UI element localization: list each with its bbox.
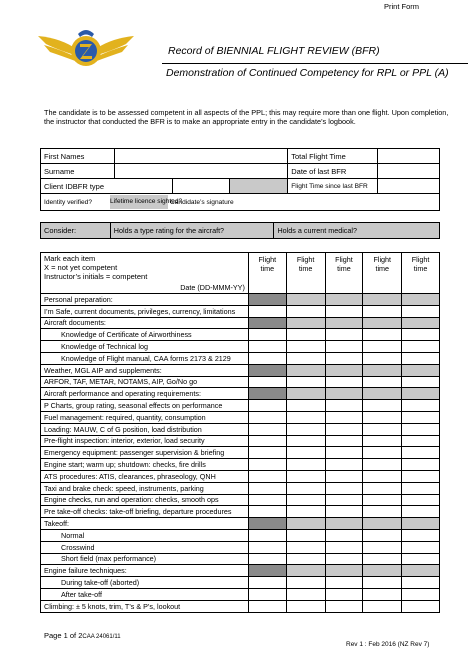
initials-cell[interactable]: [402, 553, 440, 565]
initials-cell: [286, 294, 325, 306]
initials-cell: [363, 565, 402, 577]
initials-cell: [363, 388, 402, 400]
initials-cell[interactable]: [402, 459, 440, 471]
print-form-button[interactable]: Print Form: [384, 2, 420, 11]
item-label: ARFOR, TAF, METAR, NOTAMS, AIP, Go/No go: [41, 376, 249, 388]
initials-cell[interactable]: [325, 459, 363, 471]
table-row: [41, 577, 440, 589]
table-row: [41, 423, 440, 435]
item-label: Short field (max performance): [41, 553, 249, 565]
flight-time-column-header: Flight time: [325, 253, 363, 294]
initials-cell[interactable]: [325, 529, 363, 541]
legend-line-3: Instructor’s initials = competent: [44, 272, 148, 281]
initials-cell: [325, 388, 363, 400]
form-subtitle: Demonstration of Continued Competency for RPL or PPL (A): [166, 67, 449, 79]
initials-cell[interactable]: [402, 600, 440, 612]
medical-question[interactable]: Holds a current medical?: [274, 223, 440, 239]
bfr-type-field[interactable]: [230, 179, 288, 194]
initials-cell: [325, 518, 363, 530]
consider-table: [40, 222, 440, 239]
initials-cell: [402, 364, 440, 376]
table-row: [41, 541, 440, 553]
table-row: [41, 553, 440, 565]
first-names-field[interactable]: [114, 149, 287, 164]
initials-cell[interactable]: [286, 329, 325, 341]
initials-cell[interactable]: [286, 411, 325, 423]
first-names-label: First Names: [41, 149, 115, 164]
table-row: [41, 506, 440, 518]
initials-cell[interactable]: [286, 352, 325, 364]
item-label: Taxi and brake check: speed, instruments, parking: [41, 482, 249, 494]
initials-cell[interactable]: [248, 376, 286, 388]
initials-cell[interactable]: [248, 352, 286, 364]
initials-cell: [363, 294, 402, 306]
initials-cell[interactable]: [363, 435, 402, 447]
initials-cell[interactable]: [325, 423, 363, 435]
intro-text: The candidate is to be assessed competent in all aspects of the PPL; this may require more than one flight. Upon completion, the instructor that conducted the BFR is to make an appropriate entry in the candidate’s logbook.: [44, 108, 449, 126]
table-row: [41, 459, 440, 471]
item-label: Loading: MAUW, C of G position, load distribution: [41, 423, 249, 435]
initials-cell[interactable]: [325, 447, 363, 459]
table-row: [41, 376, 440, 388]
flight-time-column-header: Flight time: [248, 253, 286, 294]
table-row: [41, 317, 440, 329]
initials-cell[interactable]: [363, 376, 402, 388]
client-id-field[interactable]: [172, 179, 230, 194]
initials-cell[interactable]: [402, 470, 440, 482]
initials-cell[interactable]: [248, 411, 286, 423]
initials-cell[interactable]: [286, 506, 325, 518]
flight-time-column-header: Flight time: [402, 253, 440, 294]
initials-cell[interactable]: [402, 341, 440, 353]
item-label: Crosswind: [41, 541, 249, 553]
table-row: [41, 294, 440, 306]
initials-cell[interactable]: [286, 459, 325, 471]
table-row: [41, 529, 440, 541]
surname-label: Surname: [41, 164, 115, 179]
initials-cell[interactable]: [248, 506, 286, 518]
initials-cell[interactable]: [402, 506, 440, 518]
consider-label: Consider:: [41, 223, 111, 239]
legend-line-1: Mark each item: [44, 254, 96, 263]
item-label: Knowledge of Certificate of Airworthiness: [41, 329, 249, 341]
initials-cell[interactable]: [363, 588, 402, 600]
initials-cell[interactable]: [325, 305, 363, 317]
initials-cell[interactable]: [286, 447, 325, 459]
initials-cell[interactable]: [248, 577, 286, 589]
form-code: CAA 24061/11: [82, 634, 121, 640]
initials-cell: [286, 317, 325, 329]
initials-cell[interactable]: [402, 329, 440, 341]
identity-verified-label: Identity verified?: [44, 198, 93, 206]
initials-cell[interactable]: [363, 553, 402, 565]
table-row: [41, 364, 440, 376]
initials-cell[interactable]: [402, 435, 440, 447]
item-label: Normal: [41, 529, 249, 541]
table-row: [41, 588, 440, 600]
item-label: ATS procedures: ATIS, clearances, phraseology, QNH: [41, 470, 249, 482]
initials-cell[interactable]: [325, 506, 363, 518]
initials-cell: [402, 294, 440, 306]
initials-cell: [286, 518, 325, 530]
initials-cell: [402, 317, 440, 329]
initials-cell[interactable]: [286, 376, 325, 388]
initials-cell[interactable]: [286, 529, 325, 541]
initials-cell: [363, 317, 402, 329]
initials-cell[interactable]: [363, 305, 402, 317]
flight-time-column-header: Flight time: [286, 253, 325, 294]
initials-cell[interactable]: [248, 341, 286, 353]
initials-cell: [363, 364, 402, 376]
initials-cell[interactable]: [286, 577, 325, 589]
candidate-signature-label: Candidate’s signature: [170, 198, 234, 206]
table-row: [41, 411, 440, 423]
item-label: Knowledge of Flight manual, CAA forms 2173 & 2129: [41, 352, 249, 364]
initials-cell[interactable]: [286, 423, 325, 435]
item-label: Aircraft performance and operating requirements:: [41, 388, 249, 400]
initials-cell[interactable]: [325, 577, 363, 589]
item-label: I’m Safe, current documents, privileges, currency, limitations: [41, 305, 249, 317]
initials-cell[interactable]: [402, 482, 440, 494]
initials-cell[interactable]: [325, 376, 363, 388]
page-number: Page 1 of 2CAA 24061/11: [44, 631, 121, 640]
initials-cell[interactable]: [325, 400, 363, 412]
item-label: After take-off: [41, 588, 249, 600]
initials-cell[interactable]: [286, 541, 325, 553]
initials-cell[interactable]: [325, 600, 363, 612]
initials-cell[interactable]: [363, 541, 402, 553]
item-label: Fuel management: required, quantity, consumption: [41, 411, 249, 423]
initials-cell[interactable]: [363, 352, 402, 364]
initials-cell[interactable]: [286, 482, 325, 494]
initials-cell: [248, 317, 286, 329]
initials-cell[interactable]: [402, 588, 440, 600]
initials-cell[interactable]: [325, 553, 363, 565]
initials-cell[interactable]: [248, 470, 286, 482]
item-label: Knowledge of Technical log: [41, 341, 249, 353]
initials-cell[interactable]: [248, 553, 286, 565]
initials-cell[interactable]: [286, 553, 325, 565]
initials-cell[interactable]: [363, 341, 402, 353]
initials-cell[interactable]: [402, 305, 440, 317]
table-row: [41, 352, 440, 364]
initials-cell[interactable]: [286, 400, 325, 412]
initials-cell[interactable]: [363, 529, 402, 541]
initials-cell[interactable]: [363, 482, 402, 494]
initials-cell: [363, 518, 402, 530]
initials-cell: [402, 565, 440, 577]
initials-cell[interactable]: [363, 447, 402, 459]
table-row: [41, 482, 440, 494]
initials-cell: [286, 364, 325, 376]
initials-cell[interactable]: [325, 470, 363, 482]
initials-cell[interactable]: [325, 494, 363, 506]
item-label: Engine start; warm up; shutdown: checks, fire drills: [41, 459, 249, 471]
table-row: [41, 435, 440, 447]
initials-cell[interactable]: [248, 600, 286, 612]
initials-cell[interactable]: [248, 494, 286, 506]
initials-cell[interactable]: [402, 423, 440, 435]
flight-time-since-label: Flight Time since last BFR: [288, 179, 378, 194]
item-label: Aircraft documents:: [41, 317, 249, 329]
date-format-label: Date (DD-MMM-YY): [41, 283, 249, 294]
total-flight-time-field[interactable]: [378, 149, 440, 164]
initials-cell: [248, 388, 286, 400]
initials-cell[interactable]: [248, 529, 286, 541]
initials-cell: [286, 565, 325, 577]
lifetime-licence-label: Lifetime licence sighted?: [110, 195, 168, 209]
initials-cell: [248, 294, 286, 306]
initials-cell[interactable]: [363, 494, 402, 506]
initials-cell[interactable]: [402, 376, 440, 388]
initials-cell[interactable]: [402, 541, 440, 553]
initials-cell: [402, 518, 440, 530]
initials-cell[interactable]: [325, 411, 363, 423]
initials-cell[interactable]: [248, 305, 286, 317]
initials-cell[interactable]: [248, 423, 286, 435]
initials-cell[interactable]: [248, 400, 286, 412]
initials-cell[interactable]: [363, 423, 402, 435]
initials-cell[interactable]: [363, 470, 402, 482]
item-label: Emergency equipment: passenger supervision & briefing: [41, 447, 249, 459]
caa-wings-logo: [36, 20, 136, 80]
initials-cell[interactable]: [286, 341, 325, 353]
item-label: Weather, MGL AIP and supplements:: [41, 364, 249, 376]
initials-cell[interactable]: [325, 482, 363, 494]
item-label: Climbing: ± 5 knots, trim, T’s & P’s, lookout: [41, 600, 249, 612]
item-label: During take-off (aborted): [41, 577, 249, 589]
form-title: Record of BIENNIAL FLIGHT REVIEW (BFR): [168, 45, 380, 57]
surname-field[interactable]: [114, 164, 287, 179]
table-row: [41, 470, 440, 482]
initials-cell[interactable]: [325, 541, 363, 553]
initials-cell[interactable]: [286, 305, 325, 317]
item-label: Engine checks, run and operation: checks, smooth ops: [41, 494, 249, 506]
client-id-label: Client IDBFR type: [41, 179, 173, 194]
item-label: Engine failure techniques:: [41, 565, 249, 577]
initials-cell: [325, 364, 363, 376]
initials-cell[interactable]: [286, 470, 325, 482]
initials-cell: [248, 565, 286, 577]
initials-cell: [248, 518, 286, 530]
table-row: [41, 400, 440, 412]
initials-cell: [325, 317, 363, 329]
initials-cell[interactable]: [402, 494, 440, 506]
initials-cell[interactable]: [286, 588, 325, 600]
type-rating-question[interactable]: Holds a type rating for the aircraft?: [110, 223, 274, 239]
initials-cell[interactable]: [248, 435, 286, 447]
initials-cell[interactable]: [286, 435, 325, 447]
assessment-table: [40, 252, 440, 613]
initials-cell[interactable]: [363, 506, 402, 518]
initials-cell[interactable]: [325, 329, 363, 341]
table-row: [41, 329, 440, 341]
initials-cell[interactable]: [402, 577, 440, 589]
initials-cell[interactable]: [248, 482, 286, 494]
legend-line-2: X = not yet competent: [44, 263, 118, 272]
initials-cell[interactable]: [248, 459, 286, 471]
table-row: [41, 494, 440, 506]
initials-cell[interactable]: [402, 411, 440, 423]
table-row: [41, 305, 440, 317]
initials-cell[interactable]: [363, 329, 402, 341]
initials-cell[interactable]: [363, 400, 402, 412]
flight-time-column-header: Flight time: [363, 253, 402, 294]
initials-cell[interactable]: [363, 459, 402, 471]
initials-cell[interactable]: [363, 600, 402, 612]
item-label: Pre take-off checks: take-off briefing, departure procedures: [41, 506, 249, 518]
table-row: [41, 518, 440, 530]
initials-cell: [286, 388, 325, 400]
table-row: [41, 341, 440, 353]
initials-cell[interactable]: [248, 541, 286, 553]
total-flight-time-label: Total Flight Time: [288, 149, 378, 164]
initials-cell[interactable]: [286, 494, 325, 506]
initials-cell[interactable]: [286, 600, 325, 612]
initials-cell[interactable]: [363, 411, 402, 423]
date-last-bfr-label: Date of last BFR: [288, 164, 378, 179]
date-last-bfr-field[interactable]: [378, 164, 440, 179]
initials-cell[interactable]: [402, 400, 440, 412]
table-row: [41, 447, 440, 459]
item-label: Personal preparation:: [41, 294, 249, 306]
table-row: [41, 600, 440, 612]
initials-cell[interactable]: [402, 352, 440, 364]
initials-cell[interactable]: [248, 588, 286, 600]
table-row: [41, 565, 440, 577]
initials-cell[interactable]: [402, 447, 440, 459]
initials-cell[interactable]: [325, 341, 363, 353]
initials-cell: [248, 364, 286, 376]
initials-cell[interactable]: [325, 588, 363, 600]
initials-cell[interactable]: [363, 577, 402, 589]
item-label: Takeoff:: [41, 518, 249, 530]
candidate-details-table: [40, 148, 440, 211]
initials-cell: [402, 388, 440, 400]
initials-cell[interactable]: [248, 329, 286, 341]
initials-cell[interactable]: [248, 447, 286, 459]
initials-cell[interactable]: [325, 352, 363, 364]
initials-cell[interactable]: [402, 529, 440, 541]
item-label: P Charts, group rating, seasonal effects on performance: [41, 400, 249, 412]
flight-time-since-field[interactable]: [378, 179, 440, 194]
revision-label: Rev 1 : Feb 2016 (NZ Rev 7): [346, 641, 430, 648]
initials-cell: [325, 294, 363, 306]
initials-cell[interactable]: [325, 435, 363, 447]
initials-cell: [325, 565, 363, 577]
title-divider: [162, 63, 468, 64]
table-row: [41, 388, 440, 400]
item-label: Pre-flight inspection: interior, exterior, load security: [41, 435, 249, 447]
